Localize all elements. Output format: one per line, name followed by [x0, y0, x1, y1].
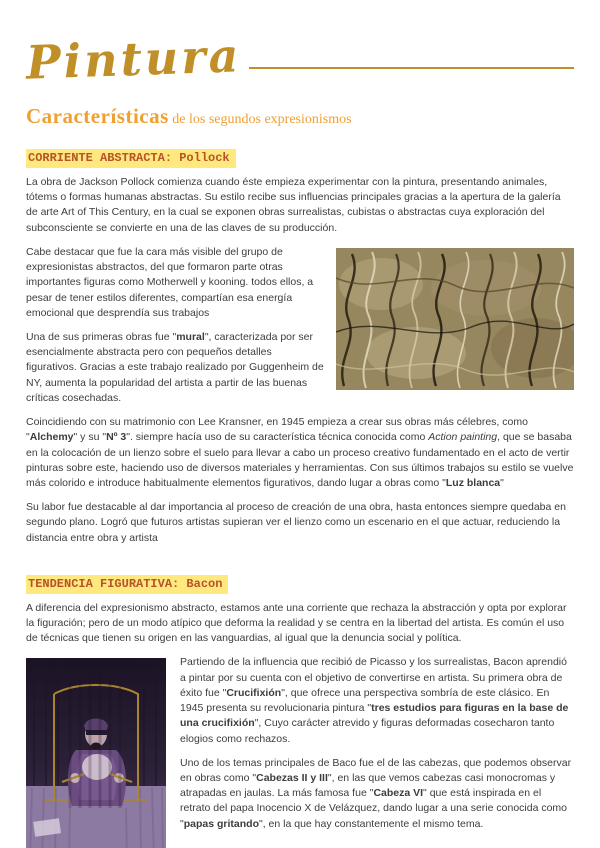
- section-heading-pollock-label: CORRIENTE ABSTRACTA: Pollock: [26, 149, 236, 168]
- page-title-rest: de los segundos expresionismos: [168, 112, 352, 127]
- paragraph-pollock-2: Cabe destacar que fue la cara más visible del grupo de expresionistas abstractos, del que formaron parte otras importantes figuras como Motherwell y kooning. todos ellos, a pesar de tener estilos diferentes, compartían esa energía emocional que desprendía sus trabajos: [26, 245, 314, 319]
- pollock-painting-art: [336, 248, 574, 390]
- bacon-painting-image: [26, 658, 166, 848]
- pollock-text-image-wrap: [26, 245, 574, 415]
- paragraph-pollock-1: La obra de Jackson Pollock comienza cuando éste empieza experimentar con la pintura, presentando animales, tótems o formas humanas abstractas. Su estilo recibe sus influencias principales gracias a la apertura de la galería de arte Art of This Century, en la cual se exponen obras surrealistas, cubistas o abstractas cuya exploración del subconsciente se convierte en una de las claves de su producción.: [26, 176, 561, 234]
- paragraph-pollock-5: Su labor fue destacable al dar importancia al proceso de creación de una obra, hasta entonces siempre quedaba en segundo plano. Logró que futuros artistas supieran ver el lienzo como un escenario en el que actuar, reduciendo la distancia entre obra y artista: [26, 501, 566, 544]
- section-heading-pollock: [26, 140, 574, 168]
- page-title-lead: Características: [26, 104, 169, 128]
- notebook-header: [25, 18, 574, 90]
- header-rule: [249, 67, 574, 69]
- bacon-text-image-wrap: [26, 655, 574, 848]
- paragraph-bacon-1: A diferencia del expresionismo abstracto, estamos ante una corriente que rechaza la abstracción y opta por explorar la figuración; pero de un modo atípico que deforma la realidad y se centra en la libertad del artista. Es común el uso de técnicas que tienen su origen en las vanguardias, al igual que la denuncia social y política.: [26, 601, 567, 645]
- bacon-painting-art: [26, 658, 166, 848]
- script-title: Pintura: [25, 28, 243, 90]
- paragraph-bacon-2: Partiendo de la influencia que recibió de Picasso y los surrealistas, Bacon aprendió a pintar por su cuenta con el objetivo de convertirse en artista. Su primera obra de éxito fue "Crucifixión", que ofrece una perspectiva sombría de este clásico. En 1945 presenta su revolucionaria pintura "tres estudios para figuras en la base de una crucifixión", Cuyo carácter atrevido y figuras deformadas cosecharon tanto elogios como rechazos.: [180, 656, 569, 745]
- paragraph-pollock-3: Una de sus primeras obras fue "mural", caracterizada por ser esencialmente abstracta pero con pequeños detalles figurativos. Gracias a este trabajo realizado por Guggenheim de NY, aumenta la popularidad del artista a partir de las buenas críticas cosechadas.: [26, 330, 324, 404]
- pollock-painting-image: [336, 248, 574, 390]
- page-title: [26, 94, 574, 131]
- paragraph-bacon-3: Uno de los temas principales de Baco fue el de las cabezas, que podemos observar en obras como "Cabezas II y III", en las que vemos cabezas casi monocromas y atrapadas en jaulas. La más famosa fue "Cabeza VI" que está inspirada en el retrato del papa Inocencio X de Velázquez, dando lugar a una serie conocida como "papas gritando", en la que hay constantemente el mismo tema.: [180, 756, 572, 830]
- section-heading-bacon: [26, 566, 574, 594]
- section-heading-bacon-label: TENDENCIA FIGURATIVA: Bacon: [26, 575, 228, 594]
- paragraph-pollock-4: Coincidiendo con su matrimonio con Lee Kransner, en 1945 empieza a crear sus obras más célebres, como "Alchemy" y su "Nº 3". siempre hacía uso de su característica técnica conocida como Action painting, que se basaba en la colocación de un lienzo sobre el suelo para llevar a cabo un proceso creativo fundamentado en el acto de vertir pinturas sobre este, haciendo uso de diversos materiales y herramientas. Con sus últimos trabajos su estilo se vuelve más colorido e introduce habitualmente elementos figurativos, dando lugar a obras como "Luz blanca": [26, 416, 574, 489]
- section-bacon: [26, 566, 574, 848]
- section-pollock: [26, 140, 574, 546]
